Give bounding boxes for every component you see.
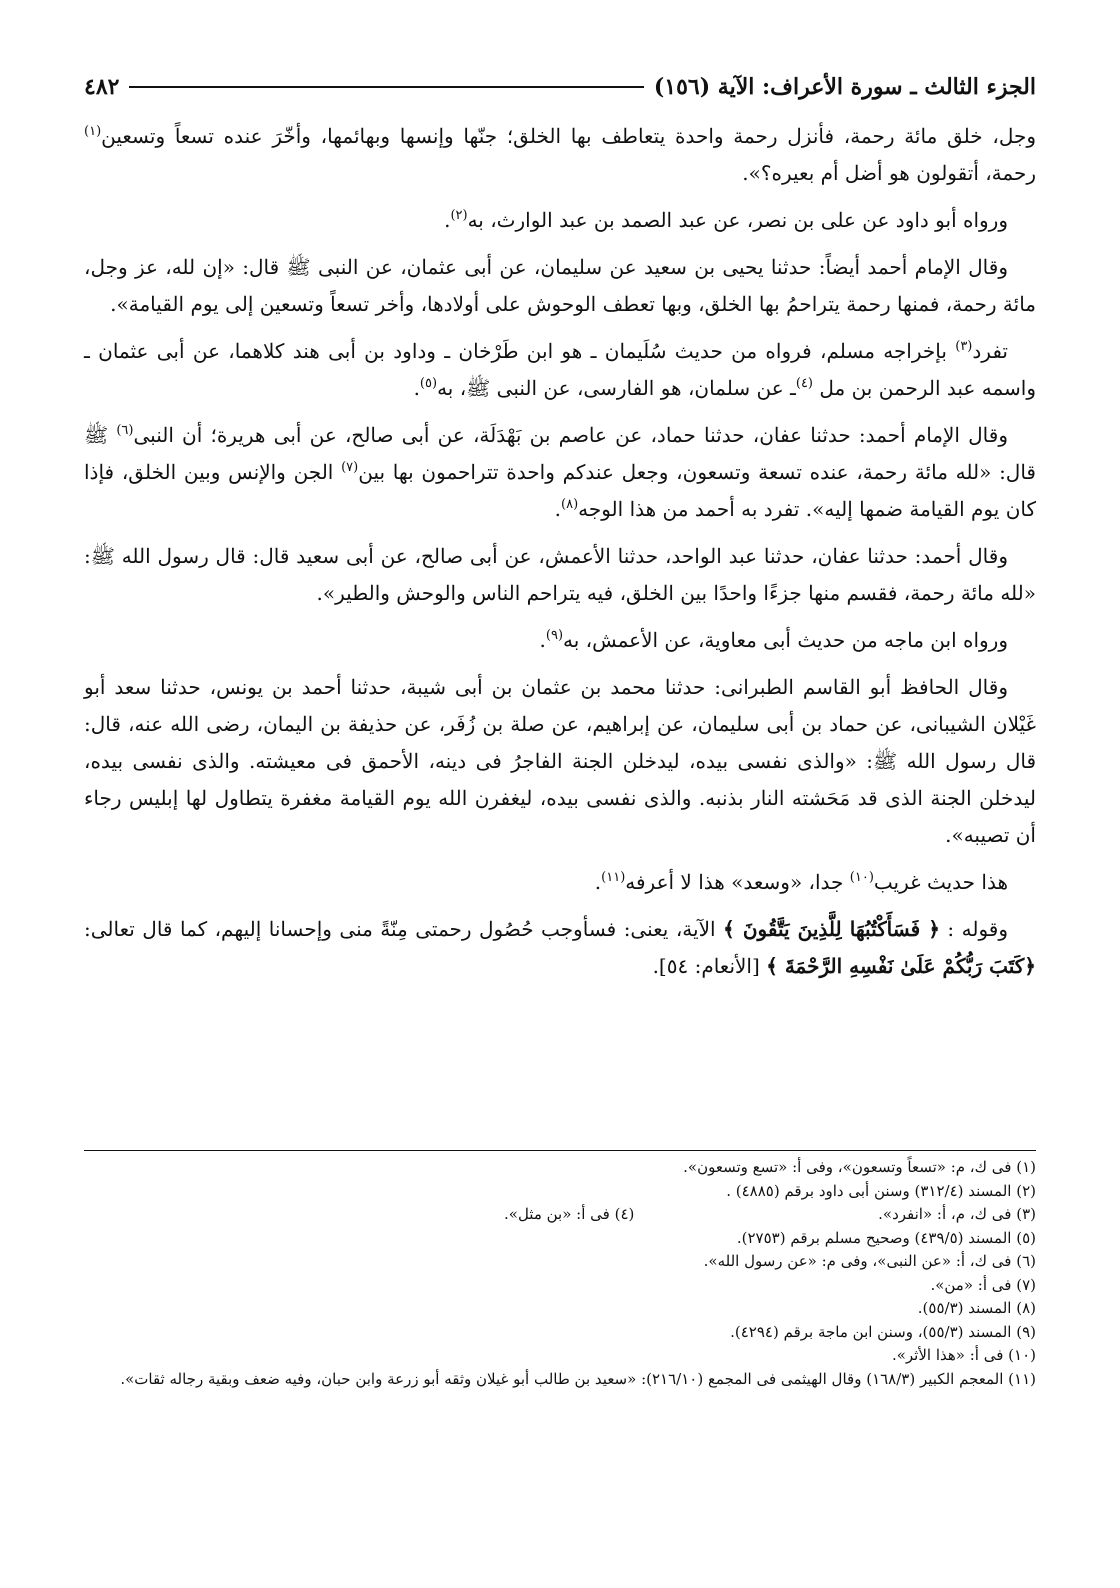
text-run: الجن والإنس وبين الخلق، فإذا كان يوم القيامة ضمها إليه». تفرد به أحمد من هذا الوجه [84, 460, 1036, 521]
page-header [84, 70, 1036, 104]
header-rule [129, 86, 643, 88]
text-run: . [594, 870, 602, 894]
text-run: وجل، خلق مائة رحمة، فأنزل رحمة واحدة يتعاطف بها الخلق؛ جنّها وإنسها وبهائمها، وأخّرَ عنده تسعاً وتسعين [101, 124, 1036, 148]
text-run: ورواه ابن ماجه من حديث أبى معاوية، عن الأعمش، به [563, 628, 1008, 652]
text-run: رحمة، أتقولون هو أضل أم بعيره؟». [742, 161, 1036, 185]
text-run: الآية، يعنى: فسأوجب حُصُول رحمتى مِنّةً منى وإحسانا إليهم، كما قال تعالى: [84, 917, 724, 941]
page-number: ٤٨٢ [84, 74, 120, 100]
footnote-marker: (٥) [419, 376, 438, 391]
text-run: بإخراجه مسلم، فرواه من حديث سُلَيمان ـ هو ابن طَرْخان ـ وداود بن أبى هند كلاهما، عن أبى عثمان ـ واسمه عبد الرحمن بن مل [84, 339, 1036, 400]
footnote-marker: (٢) [450, 208, 468, 223]
footnote: (٩) المسند (٥٥/٣)، وسنن ابن ماجة برقم (٤٢٩٤). [730, 1322, 1036, 1341]
paragraph [84, 864, 1036, 901]
text-run: وقال الإمام أحمد أيضاً: حدثنا يحيى بن سعيد عن سليمان، عن أبى عثمان، عن النبى ﷺ قال: «إن لله، عز وجل، مائة رحمة، فمنها رحمة يتراحمُ بها الخلق، وبها تعطف الوحوش على أولادها، وأخر تسعاً وتسعين إلى يوم القيامة». [84, 255, 1036, 316]
text-run: جدا، «وسعد» هذا لا أعرفه [625, 870, 850, 894]
text-run: . [539, 628, 546, 652]
text-run: تفرد [972, 339, 1008, 363]
quran-quote: ﴿ فَسَأَكْتُبُهَا لِلَّذِينَ يَتَّقُونَ ﴾ [723, 917, 940, 941]
footnote: (١٠) فى أ: «هذا الأثر». [891, 1346, 1036, 1364]
footnote: (٢) المسند (٣١٢/٤) وسنن أبى داود برقم (٤٨٨٥) . [726, 1181, 1036, 1200]
text-run: هذا حديث غريب [873, 870, 1008, 894]
footnote: (٣) فى ك، م، أ: «انفرد». [878, 1205, 1036, 1223]
paragraph [84, 333, 1036, 407]
paragraph [84, 118, 1036, 192]
footnote: (٥) المسند (٤٣٩/٥) وصحيح مسلم برقم (٢٧٥٣). [736, 1228, 1036, 1247]
footnote: (٦) فى ك، أ: «عن النبى»، وفى م: «عن رسول الله». [703, 1252, 1036, 1270]
text-run: ـ عن سلمان، هو الفارسى، عن النبى ﷺ، به [437, 376, 796, 400]
text-run: وقال الإمام أحمد: حدثنا عفان، حدثنا حماد، عن عاصم بن بَهْدَلَة، عن أبى صالح، عن أبى هريرة؛ أن النبى [133, 423, 1008, 447]
text-run: وقال الحافظ أبو القاسم الطبرانى: حدثنا محمد بن عثمان بن أبى شيبة، حدثنا أحمد بن يونس، حدثنا سعد أبو غَيْلان الشيبانى، عن حماد بن أبى سليمان، عن إبراهيم، عن صلة بن زُفَر، عن حذيفة بن اليمان، رضى الله عنه، قال: قال رسول الله ﷺ: «والذى نفسى بيده، ليدخلن الجنة الفاجرُ فى دينه، الأحمق فى معيشته. والذى نفسى بيده، ليدخلن الجنة الذى قد مَحَشته النار بذنبه. والذى نفسى بيده، ليغفرن الله يوم القيامة مغفرة يتطاول لها إبليس رجاء أن تصيبه». [84, 675, 1037, 847]
footnote-marker: (٧) [341, 460, 359, 475]
text-run: . [413, 376, 420, 400]
paragraph [84, 249, 1036, 323]
paragraph [84, 417, 1036, 528]
footnote-marker: (٩) [545, 628, 564, 643]
footnote-marker: (١١) [601, 870, 626, 885]
paragraph [84, 202, 1036, 239]
footnotes [84, 1156, 1036, 1391]
footnote-marker: (٨) [561, 497, 579, 512]
main-text [84, 118, 1036, 995]
text-run: وقال أحمد: حدثنا عفان، حدثنا عبد الواحد، حدثنا الأعمش، عن أبى صالح، عن أبى سعيد قال: قال رسول الله ﷺ: «لله مائة رحمة، فقسم منها جزءًا واحدًا بين الخلق، فيه يتراحم الناس والوحش والطير». [84, 544, 1036, 605]
footnote-marker: (١) [84, 124, 102, 139]
footnote-marker: (١٠) [849, 870, 874, 885]
text-run: ورواه أبو داود عن على بن نصر، عن عبد الصمد بن عبد الوارث، به [467, 208, 1008, 232]
footnote-separator [84, 1150, 1036, 1151]
footnote: (٨) المسند (٥٥/٣). [917, 1299, 1036, 1317]
footnote: (٧) فى أ: «من». [930, 1275, 1036, 1294]
text-run: ﷺ قال: «لله مائة رحمة، عنده تسعة وتسعون، وجعل عندكم واحدة تتراحمون بها بين [84, 423, 1036, 484]
footnote-marker: (٤) [795, 376, 813, 391]
paragraph [84, 911, 1036, 985]
text-run: وقوله : [939, 917, 1008, 941]
paragraph [84, 669, 1036, 854]
footnote: (١) فى ك، م: «تسعاً وتسعون»، وفى أ: «تسع وتسعون». [683, 1158, 1036, 1176]
footnote-marker: (٦) [116, 423, 134, 438]
text-run: . [444, 208, 451, 232]
text-run: . [554, 497, 561, 521]
footnote-marker: (٣) [955, 339, 973, 354]
footnote: (٤) فى أ: «بن مثل». [504, 1205, 635, 1223]
paragraph [84, 538, 1036, 612]
footnote-row [84, 1203, 1036, 1227]
quran-quote: ﴿كَتَبَ رَبُّكُمْ عَلَىٰ نَفْسِهِ الرَّحْمَةَ ﴾ [766, 954, 1036, 978]
paragraph [84, 622, 1036, 659]
running-title: الجزء الثالث ـ سورة الأعراف: الآية (١٥٦) [653, 74, 1036, 100]
footnote: (١١) المعجم الكبير (١٦٨/٣) وقال الهيثمى فى المجمع (٢١٦/١٠): «سعيد بن طالب أبو غيلان وثقه أبو زرعة وابن حبان، وفيه ضعف وبقية رجاله ثقات». [120, 1369, 1036, 1388]
text-run: [الأنعام: ٥٤]. [652, 954, 767, 978]
